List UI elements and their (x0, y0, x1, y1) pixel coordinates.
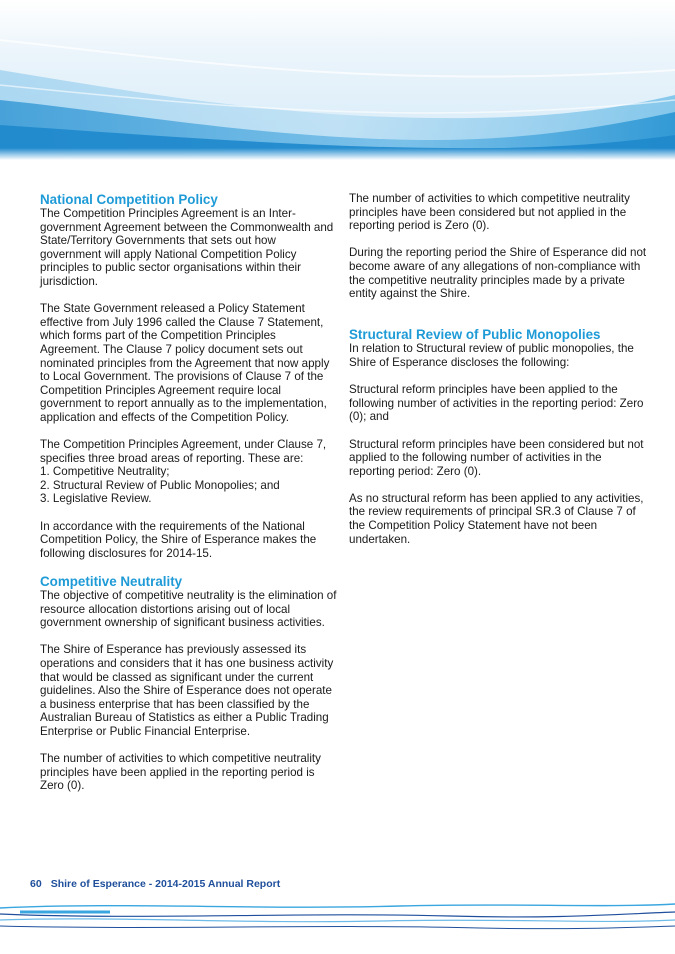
page-footer (30, 878, 280, 890)
list-item: 3. Legislative Review. (40, 492, 152, 506)
paragraph: The Shire of Esperance has previously assessed its operations and considers that it has one business activity that would be classed as significant under the current guidelines. Also the Shire of Esperance does not operate a business enterprise that has been classified by the Australian Bureau of Statistics as either a Public Trading Enterprise or Public Financial Enterprise. (40, 643, 334, 738)
paragraph: Structural reform principles have been applied to the following number of activities in the reporting period: Zero (0); and (349, 383, 644, 424)
list-item: 2. Structural Review of Public Monopolies; and (40, 478, 280, 492)
paragraph: The objective of competitive neutrality is the elimination of resource allocation distortions arising out of local government ownership of significant business activities. (40, 589, 337, 630)
reporting-areas-list (40, 465, 337, 506)
paragraph: The number of activities to which competitive neutrality principles have been considered but not applied in the reporting period is Zero (0). (349, 192, 630, 233)
heading-competitive-neutrality: Competitive Neutrality (40, 574, 183, 590)
paragraph: Structural reform principles have been considered but not applied to the following number of activities in the reporting period: Zero (0). (349, 437, 644, 478)
paragraph: In relation to Structural review of public monopolies, the Shire of Esperance discloses the following: (349, 342, 634, 369)
paragraph: In accordance with the requirements of the National Competition Policy, the Shire of Esperance makes the following disclosures for 2014-15. (40, 519, 317, 560)
paragraph: As no structural reform has been applied to any activities, the review requirements of principal SR.3 of Clause 7 of the Competition Policy Statement have not been undertaken. (349, 491, 644, 546)
paragraph: The State Government released a Policy Statement effective from July 1996 called the Clause 7 Statement, which forms part of the Competition Principles Agreement. The Clause 7 policy document sets out nominated principles from the Agreement that now apply to Local Government. The provisions of Clause 7 of the Competition Principles Agreement require local government to report annually as to the implementation, application and effects of the Competition Policy. (40, 302, 330, 424)
report-title: Shire of Esperance - 2014-2015 Annual Report (50, 878, 281, 890)
paragraph: During the reporting period the Shire of Esperance did not become aware of any allegations of non-compliance with the competitive neutrality principles made by a private entity against the Shire. (349, 246, 647, 301)
left-column (40, 192, 337, 807)
paragraph: The Competition Principles Agreement, under Clause 7, specifies three broad areas of reporting. These are: (40, 438, 327, 465)
right-column (349, 192, 647, 560)
header-banner (0, 0, 675, 160)
heading-structural-review: Structural Review of Public Monopolies (349, 327, 601, 343)
paragraph: The number of activities to which competitive neutrality principles have been applied in the reporting period is Zero (0). (40, 752, 321, 793)
heading-national-competition-policy: National Competition Policy (40, 192, 218, 207)
footer-wave-lines (0, 894, 675, 942)
list-item: 1. Competitive Neutrality; (40, 465, 170, 479)
paragraph: The Competition Principles Agreement is an Inter-government Agreement between the Commonwealth and State/Territory Governments that sets out how government will apply National Competition Policy principles to public sector organisations within their jurisdiction. (40, 207, 334, 288)
spacer (349, 314, 647, 327)
page-number: 60 (30, 878, 42, 890)
